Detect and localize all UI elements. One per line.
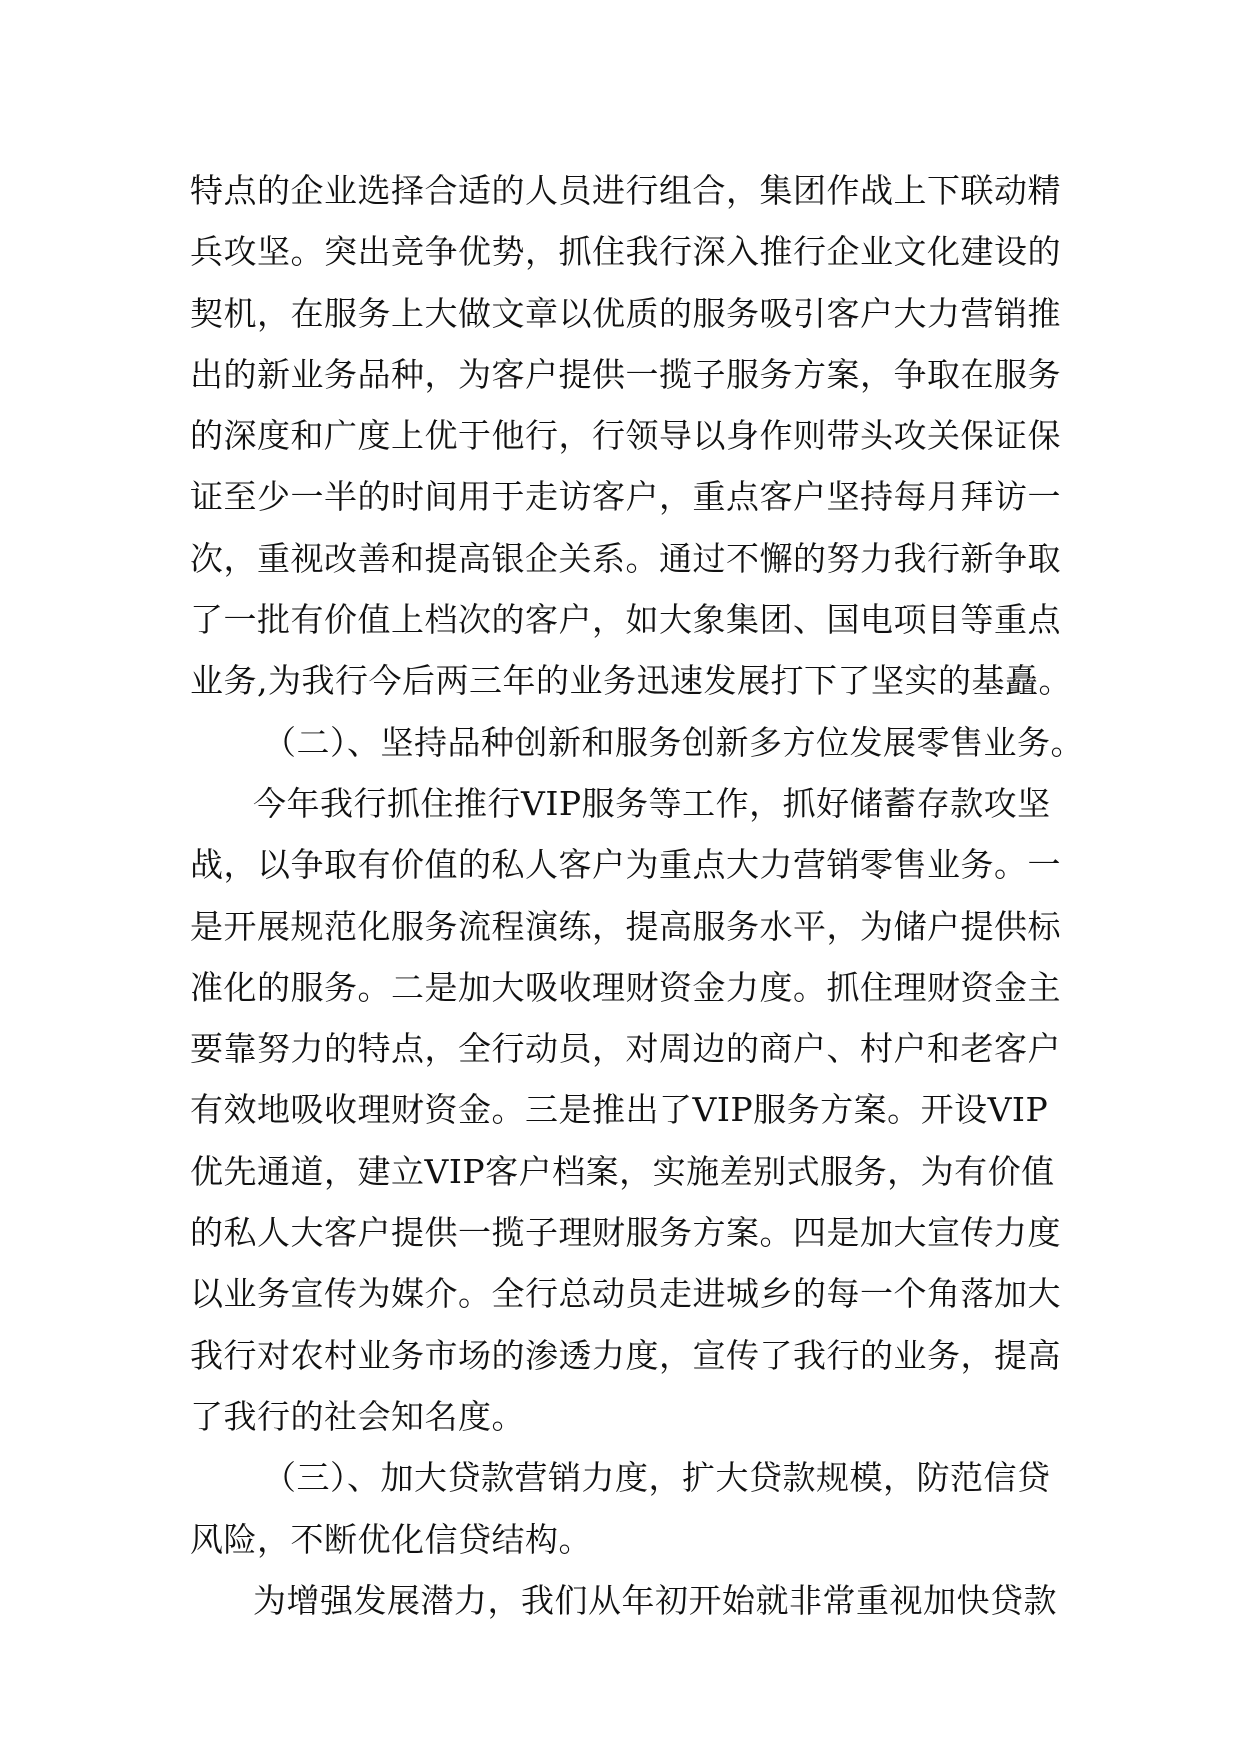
text-line: 的深度和广度上优于他行，行领导以身作则带头攻关保证保	[190, 416, 1061, 456]
text-line: 战，以争取有价值的私人客户为重点大力营销零售业务。一	[190, 845, 1061, 885]
paragraph-first-line: 为增强发展潜力，我们从年初开始就非常重视加快贷款	[253, 1580, 1057, 1620]
text-line: 兵攻坚。突出竞争优势，抓住我行深入推行企业文化建设的	[190, 232, 1061, 272]
body-text	[190, 160, 1090, 1631]
text-line: 风险，不断优化信贷结构。	[190, 1519, 592, 1559]
text-line: 优先通道，建立VIP客户档案，实施差别式服务，为有价值	[190, 1151, 1055, 1191]
text-line: 次，重视改善和提高银企关系。通过不懈的努力我行新争取	[190, 538, 1061, 578]
text-line: 业务,为我行今后两三年的业务迅速发展打下了坚实的基矗。	[190, 661, 1072, 701]
text-line: 以业务宣传为媒介。全行总动员走进城乡的每一个角落加大	[190, 1274, 1061, 1314]
text-line: 证至少一半的时间用于走访客户，重点客户坚持每月拜访一	[190, 477, 1061, 517]
text-line: 的私人大客户提供一揽子理财服务方案。四是加大宣传力度	[190, 1213, 1061, 1253]
paragraph-first-line: 今年我行抓住推行VIP服务等工作，抓好储蓄存款攻坚	[253, 783, 1051, 823]
section-heading: （二）、坚持品种创新和服务创新多方位发展零售业务。	[263, 722, 1084, 762]
section-heading: （三）、加大贷款营销力度，扩大贷款规模，防范信贷	[263, 1458, 1051, 1498]
text-line: 是开展规范化服务流程演练，提高服务水平，为储户提供标	[190, 906, 1061, 946]
text-line: 准化的服务。二是加大吸收理财资金力度。抓住理财资金主	[190, 967, 1061, 1007]
text-line: 了一批有价值上档次的客户，如大象集团、国电项目等重点	[190, 600, 1061, 640]
text-line: 我行对农村业务市场的渗透力度，宣传了我行的业务，提高	[190, 1335, 1061, 1375]
text-line: 了我行的社会知名度。	[190, 1396, 525, 1436]
text-line: 出的新业务品种，为客户提供一揽子服务方案，争取在服务	[190, 354, 1061, 394]
text-line: 要靠努力的特点，全行动员，对周边的商户、村户和老客户	[190, 1029, 1061, 1069]
text-line: 特点的企业选择合适的人员进行组合，集团作战上下联动精	[190, 171, 1061, 210]
text-line: 契机，在服务上大做文章以优质的服务吸引客户大力营销推	[190, 293, 1061, 333]
text-line: 有效地吸收理财资金。三是推出了VIP服务方案。开设VIP	[190, 1090, 1049, 1130]
